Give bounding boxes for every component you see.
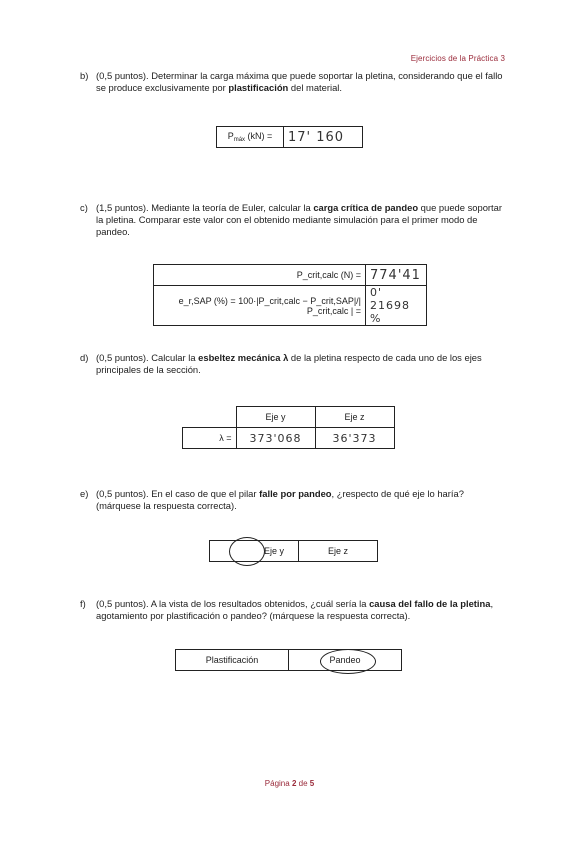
lambda-label: λ = <box>183 428 237 449</box>
option-pandeo[interactable]: Pandeo <box>289 650 402 671</box>
question-d <box>80 352 505 376</box>
answer-box-c <box>153 264 427 326</box>
selection-circle <box>229 537 265 566</box>
page-footer: Página 2 de 5 <box>264 779 315 788</box>
question-text: (0,5 puntos). Determinar la carga máxima que puede soportar la pletina, considerando que el fallo se produce exclusivamente por plastificación del material. <box>96 70 503 93</box>
answer-label: $P_{máx}$ (kN) = <box>217 127 284 148</box>
question-letter: d) <box>80 352 89 363</box>
lambda-z-value: 36'373 <box>315 428 394 449</box>
question-c <box>80 202 505 238</box>
option-plastificacion[interactable]: Plastificación <box>176 650 289 671</box>
answer-box-d <box>182 406 395 449</box>
question-letter: c) <box>80 202 88 213</box>
error-value: 0' 21698 % <box>366 286 427 326</box>
pcrit-value: 774'41 <box>366 265 427 286</box>
question-f <box>80 598 505 622</box>
question-text: (0,5 puntos). En el caso de que el pilar falle por pandeo, ¿respecto de qué eje lo haría? (márquese la respuesta correcta). <box>96 488 464 511</box>
lambda-y-value: 373'068 <box>236 428 315 449</box>
answer-box-b <box>216 126 363 148</box>
question-e <box>80 488 505 512</box>
question-letter: e) <box>80 488 89 499</box>
question-b <box>80 70 505 94</box>
selection-circle <box>320 649 376 674</box>
column-eje-z: Eje z <box>315 407 394 428</box>
pcrit-label: P_crit,calc (N) = <box>154 265 366 286</box>
question-text: (0,5 puntos). Calcular la esbeltez mecánica λ de la pletina respecto de cada uno de los ejes principales de la sección. <box>96 352 482 375</box>
option-eje-y[interactable]: Eje y <box>210 541 299 562</box>
question-text: (0,5 puntos). A la vista de los resultados obtenidos, ¿cuál sería la causa del fallo de la pletina, agotamiento por plastificación o pandeo? (márquese la respuesta correcta). <box>96 598 494 621</box>
question-letter: b) <box>80 70 89 81</box>
answer-value: 17' 160 <box>284 127 363 148</box>
column-eje-y: Eje y <box>236 407 315 428</box>
error-label: e_r,SAP (%) = 100·|P_crit,calc − P_crit,SAP|/| P_crit,calc | = <box>154 286 366 326</box>
page-header: Ejercicios de la Práctica 3 <box>410 54 505 63</box>
option-eje-z[interactable]: Eje z <box>299 541 378 562</box>
question-letter: f) <box>80 598 86 609</box>
question-text: (1,5 puntos). Mediante la teoría de Euler, calcular la carga crítica de pandeo que puede soportar la pletina. Comparar este valor con el obtenido mediante simulación para el primer modo de pandeo. <box>96 202 502 237</box>
